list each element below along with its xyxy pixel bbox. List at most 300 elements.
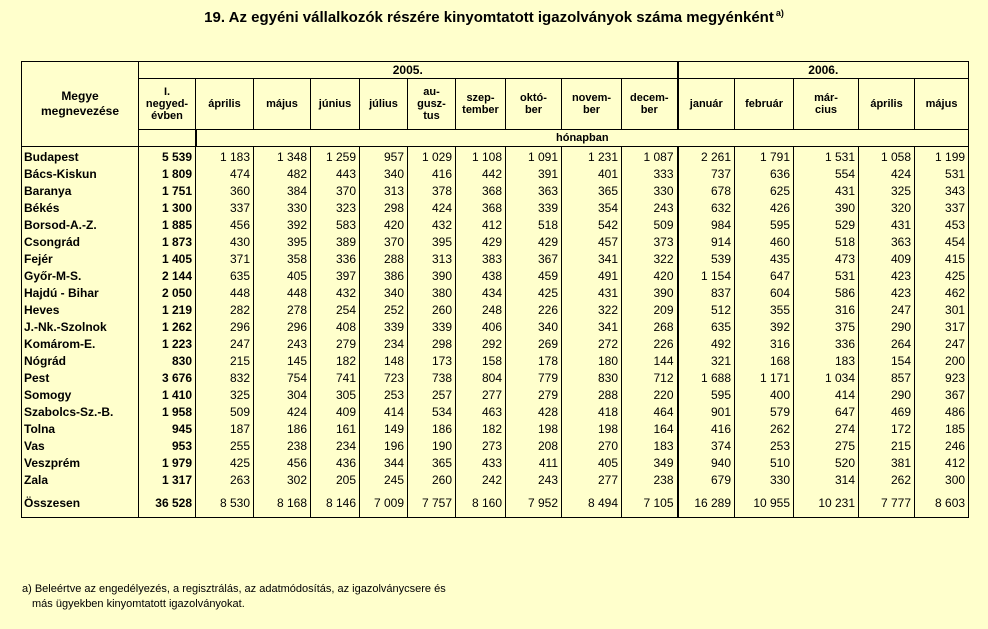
table-cell: 279	[506, 387, 562, 404]
table-cell: 300	[915, 472, 969, 489]
table-cell: 416	[408, 166, 456, 183]
table-cell: 8 146	[311, 489, 360, 518]
table-cell: 424	[859, 166, 915, 183]
county-name: Tolna	[22, 421, 139, 438]
table-cell: 373	[622, 234, 678, 251]
table-cell: 625	[735, 183, 794, 200]
table-cell: 370	[311, 183, 360, 200]
table-cell: 457	[562, 234, 622, 251]
table-cell: 277	[456, 387, 506, 404]
table-cell: 712	[622, 370, 678, 387]
table-cell: 390	[794, 200, 859, 217]
table-cell: 301	[915, 302, 969, 319]
table-cell: 341	[562, 251, 622, 268]
table-cell: 914	[678, 234, 735, 251]
table-cell: 412	[915, 455, 969, 472]
table-cell: 741	[311, 370, 360, 387]
table-cell: 247	[859, 302, 915, 319]
table-cell: 1 979	[139, 455, 196, 472]
title-footnote-mark: a)	[775, 8, 784, 18]
month-header-line: ber	[524, 104, 543, 116]
table-cell: 1 751	[139, 183, 196, 200]
table-cell: 510	[735, 455, 794, 472]
month-header-line: au-	[423, 86, 440, 98]
month-header	[915, 79, 969, 130]
table-cell: 431	[562, 285, 622, 302]
table-cell: 435	[735, 251, 794, 268]
table-cell: 248	[456, 302, 506, 319]
table-cell: 363	[506, 183, 562, 200]
table-cell: 518	[506, 217, 562, 234]
table-cell: 325	[859, 183, 915, 200]
table-cell: 340	[360, 166, 408, 183]
table-cell: 1 259	[311, 147, 360, 167]
county-name: Nógrád	[22, 353, 139, 370]
table-row	[22, 166, 969, 183]
table-cell: 463	[456, 404, 506, 421]
table-cell: 462	[915, 285, 969, 302]
table-cell: 262	[735, 421, 794, 438]
table-cell: 1 317	[139, 472, 196, 489]
month-header	[196, 79, 254, 130]
table-cell: 426	[735, 200, 794, 217]
table-cell: 534	[408, 404, 456, 421]
table-cell: 198	[506, 421, 562, 438]
table-cell: 420	[622, 268, 678, 285]
table-cell: 1 410	[139, 387, 196, 404]
table-cell: 273	[456, 438, 506, 455]
table-cell: 804	[456, 370, 506, 387]
table-cell: 337	[196, 200, 254, 217]
month-header	[859, 79, 915, 130]
month-header	[562, 79, 622, 130]
table-cell: 246	[915, 438, 969, 455]
table-cell: 509	[196, 404, 254, 421]
table-cell: 263	[196, 472, 254, 489]
table-cell: 378	[408, 183, 456, 200]
table-cell: 380	[408, 285, 456, 302]
table-cell: 36 528	[139, 489, 196, 518]
table-cell: 148	[360, 353, 408, 370]
table-cell: 723	[360, 370, 408, 387]
table-cell: 298	[360, 200, 408, 217]
table-row	[22, 251, 969, 268]
table-cell: 433	[456, 455, 506, 472]
table-cell: 923	[915, 370, 969, 387]
table-cell: 405	[562, 455, 622, 472]
table-cell: 857	[859, 370, 915, 387]
table-cell: 245	[360, 472, 408, 489]
table-cell: 473	[794, 251, 859, 268]
table-cell: 389	[311, 234, 360, 251]
table-cell: 296	[196, 319, 254, 336]
table-cell: 414	[360, 404, 408, 421]
table-cell: 1 688	[678, 370, 735, 387]
table-cell: 424	[254, 404, 311, 421]
table-cell: 302	[254, 472, 311, 489]
table-cell: 8 530	[196, 489, 254, 518]
table-cell: 2 144	[139, 268, 196, 285]
table-cell: 459	[506, 268, 562, 285]
county-name: Vas	[22, 438, 139, 455]
table-cell: 431	[859, 217, 915, 234]
month-header-line: negyed-	[145, 98, 189, 110]
table-cell: 7 105	[622, 489, 678, 518]
table-cell: 409	[859, 251, 915, 268]
table-cell: 196	[360, 438, 408, 455]
table-cell: 260	[408, 302, 456, 319]
table-cell: 8 603	[915, 489, 969, 518]
county-name: Pest	[22, 370, 139, 387]
table-cell: 647	[794, 404, 859, 421]
table-cell: 154	[859, 353, 915, 370]
table-cell: 247	[915, 336, 969, 353]
table-cell: 375	[794, 319, 859, 336]
table-cell: 290	[859, 387, 915, 404]
data-table	[21, 61, 969, 518]
month-header-line: tember	[462, 104, 499, 116]
table-cell: 341	[562, 319, 622, 336]
table-cell: 374	[678, 438, 735, 455]
table-row	[22, 302, 969, 319]
month-header	[311, 79, 360, 130]
table-cell: 397	[311, 268, 360, 285]
month-header-line: tus	[423, 110, 440, 122]
table-cell: 255	[196, 438, 254, 455]
table-cell: 158	[456, 353, 506, 370]
table-cell: 278	[254, 302, 311, 319]
table-cell: 1 231	[562, 147, 622, 167]
month-header	[506, 79, 562, 130]
table-cell: 183	[622, 438, 678, 455]
table-cell: 238	[254, 438, 311, 455]
table-cell: 1 219	[139, 302, 196, 319]
title-text: 19. Az egyéni vállalkozók részére kinyomtatott igazolványok száma megyénként	[204, 9, 774, 26]
table-cell: 1 154	[678, 268, 735, 285]
month-header	[456, 79, 506, 130]
table-cell: 474	[196, 166, 254, 183]
table-cell: 5 539	[139, 147, 196, 167]
table-cell: 354	[562, 200, 622, 217]
table-row	[22, 217, 969, 234]
table-cell: 454	[915, 234, 969, 251]
table-cell: 406	[456, 319, 506, 336]
table-cell: 186	[254, 421, 311, 438]
table-cell: 460	[735, 234, 794, 251]
table-cell: 238	[622, 472, 678, 489]
table-cell: 268	[622, 319, 678, 336]
table-cell: 349	[622, 455, 678, 472]
table-cell: 456	[254, 455, 311, 472]
table-cell: 234	[360, 336, 408, 353]
county-name: Borsod-A.-Z.	[22, 217, 139, 234]
table-cell: 186	[408, 421, 456, 438]
table-cell: 1 531	[794, 147, 859, 167]
table-cell: 270	[562, 438, 622, 455]
table-cell: 1 034	[794, 370, 859, 387]
table-row	[22, 200, 969, 217]
table-cell: 323	[311, 200, 360, 217]
table-cell: 554	[794, 166, 859, 183]
table-cell: 431	[794, 183, 859, 200]
month-header-line: május	[925, 98, 958, 110]
table-cell: 830	[139, 353, 196, 370]
table-cell: 209	[622, 302, 678, 319]
table-cell: 420	[360, 217, 408, 234]
table-cell: 464	[622, 404, 678, 421]
table-cell: 529	[794, 217, 859, 234]
county-name: Veszprém	[22, 455, 139, 472]
table-cell: 367	[506, 251, 562, 268]
month-header-line: novem-	[571, 92, 612, 104]
table-cell: 408	[311, 319, 360, 336]
table-cell: 275	[794, 438, 859, 455]
table-cell: 1 262	[139, 319, 196, 336]
table-cell: 7 952	[506, 489, 562, 518]
table-cell: 492	[678, 336, 735, 353]
table-cell: 370	[360, 234, 408, 251]
table-cell: 185	[915, 421, 969, 438]
table-row	[22, 336, 969, 353]
table-cell: 425	[196, 455, 254, 472]
table-row	[22, 285, 969, 302]
table-row	[22, 489, 969, 518]
table-cell: 313	[360, 183, 408, 200]
table-cell: 424	[408, 200, 456, 217]
table-cell: 145	[254, 353, 311, 370]
table-cell: 322	[562, 302, 622, 319]
table-cell: 172	[859, 421, 915, 438]
table-cell: 469	[859, 404, 915, 421]
table-cell: 321	[678, 353, 735, 370]
table-cell: 365	[562, 183, 622, 200]
table-cell: 416	[678, 421, 735, 438]
table-row	[22, 319, 969, 336]
table-cell: 330	[254, 200, 311, 217]
table-cell: 274	[794, 421, 859, 438]
table-cell: 260	[408, 472, 456, 489]
table-cell: 635	[196, 268, 254, 285]
table-cell: 520	[794, 455, 859, 472]
county-name: Fejér	[22, 251, 139, 268]
table-cell: 183	[794, 353, 859, 370]
table-cell: 636	[735, 166, 794, 183]
county-name: Szabolcs-Sz.-B.	[22, 404, 139, 421]
county-name: Békés	[22, 200, 139, 217]
table-cell: 381	[859, 455, 915, 472]
month-header	[408, 79, 456, 130]
table-cell: 208	[506, 438, 562, 455]
table-cell: 363	[859, 234, 915, 251]
table-cell: 298	[408, 336, 456, 353]
table-cell: 957	[360, 147, 408, 167]
table-cell: 390	[408, 268, 456, 285]
table-cell: 198	[562, 421, 622, 438]
table-cell: 518	[794, 234, 859, 251]
table-cell: 358	[254, 251, 311, 268]
table-cell: 316	[794, 302, 859, 319]
table-cell: 277	[562, 472, 622, 489]
table-row	[22, 438, 969, 455]
table-cell: 423	[859, 268, 915, 285]
table-cell: 429	[506, 234, 562, 251]
table-cell: 586	[794, 285, 859, 302]
table-cell: 830	[562, 370, 622, 387]
table-cell: 737	[678, 166, 735, 183]
table-cell: 1 199	[915, 147, 969, 167]
table-cell: 272	[562, 336, 622, 353]
table-cell: 400	[735, 387, 794, 404]
table-row	[22, 421, 969, 438]
table-cell: 395	[408, 234, 456, 251]
table-cell: 343	[915, 183, 969, 200]
table-cell: 438	[456, 268, 506, 285]
month-header	[678, 79, 735, 130]
table-cell: 320	[859, 200, 915, 217]
table-cell: 392	[735, 319, 794, 336]
table-cell: 1 087	[622, 147, 678, 167]
table-cell: 340	[360, 285, 408, 302]
table-cell: 264	[859, 336, 915, 353]
unit-header: hónapban	[196, 130, 969, 147]
table-cell: 279	[311, 336, 360, 353]
table-cell: 390	[622, 285, 678, 302]
table-cell: 754	[254, 370, 311, 387]
table-cell: 453	[915, 217, 969, 234]
table-cell: 168	[735, 353, 794, 370]
table-cell: 226	[622, 336, 678, 353]
table-cell: 16 289	[678, 489, 735, 518]
month-header-line: évben	[151, 110, 183, 122]
table-cell: 1 405	[139, 251, 196, 268]
table-cell: 8 494	[562, 489, 622, 518]
table-cell: 429	[456, 234, 506, 251]
table-row	[22, 404, 969, 421]
table-cell: 344	[360, 455, 408, 472]
empty-unit-cell	[139, 130, 196, 147]
table-cell: 371	[196, 251, 254, 268]
table-cell: 316	[735, 336, 794, 353]
table-cell: 242	[456, 472, 506, 489]
table-cell: 182	[311, 353, 360, 370]
month-header-line: február	[745, 98, 783, 110]
county-name: Hajdú - Bihar	[22, 285, 139, 302]
table-cell: 392	[254, 217, 311, 234]
month-header-line: április	[208, 98, 241, 110]
table-cell: 288	[360, 251, 408, 268]
table-cell: 290	[859, 319, 915, 336]
table-cell: 491	[562, 268, 622, 285]
table-cell: 415	[915, 251, 969, 268]
table-cell: 509	[622, 217, 678, 234]
table-cell: 2 261	[678, 147, 735, 167]
month-header-line: április	[870, 98, 903, 110]
table-cell: 1 029	[408, 147, 456, 167]
table-cell: 333	[622, 166, 678, 183]
table-cell: 837	[678, 285, 735, 302]
table-cell: 436	[311, 455, 360, 472]
table-cell: 8 160	[456, 489, 506, 518]
month-header-line: szep-	[466, 92, 495, 104]
table-cell: 254	[311, 302, 360, 319]
table-cell: 448	[196, 285, 254, 302]
table-cell: 386	[360, 268, 408, 285]
table-cell: 161	[311, 421, 360, 438]
table-row	[22, 387, 969, 404]
month-header-line: ber	[582, 104, 601, 116]
month-header	[360, 79, 408, 130]
table-cell: 173	[408, 353, 456, 370]
table-cell: 257	[408, 387, 456, 404]
table-cell: 443	[311, 166, 360, 183]
table-cell: 1 809	[139, 166, 196, 183]
table-cell: 901	[678, 404, 735, 421]
table-cell: 418	[562, 404, 622, 421]
table-cell: 180	[562, 353, 622, 370]
table-cell: 262	[859, 472, 915, 489]
table-cell: 539	[678, 251, 735, 268]
table-cell: 226	[506, 302, 562, 319]
table-cell: 409	[311, 404, 360, 421]
month-header-line: gusz-	[417, 98, 446, 110]
table-cell: 428	[506, 404, 562, 421]
table-cell: 1 171	[735, 370, 794, 387]
table-cell: 647	[735, 268, 794, 285]
table-cell: 1 348	[254, 147, 311, 167]
county-name: Somogy	[22, 387, 139, 404]
month-header-line: decem-	[630, 92, 669, 104]
table-cell: 391	[506, 166, 562, 183]
county-name: J.-Nk.-Szolnok	[22, 319, 139, 336]
year-2005-header: 2005.	[139, 62, 678, 79]
month-header-line: június	[318, 98, 352, 110]
month-header-line: cius	[815, 104, 838, 116]
table-cell: 442	[456, 166, 506, 183]
table-cell: 425	[506, 285, 562, 302]
table-cell: 432	[408, 217, 456, 234]
table-cell: 678	[678, 183, 735, 200]
table-cell: 7 757	[408, 489, 456, 518]
table-cell: 247	[196, 336, 254, 353]
table-cell: 595	[735, 217, 794, 234]
month-header-line: május	[266, 98, 298, 110]
month-header	[622, 79, 678, 130]
table-cell: 632	[678, 200, 735, 217]
table-cell: 3 676	[139, 370, 196, 387]
table-cell: 635	[678, 319, 735, 336]
month-header	[254, 79, 311, 130]
month-header-line: ber	[640, 104, 658, 116]
table-row	[22, 455, 969, 472]
table-cell: 182	[456, 421, 506, 438]
table-cell: 339	[360, 319, 408, 336]
table-cell: 953	[139, 438, 196, 455]
county-name: Csongrád	[22, 234, 139, 251]
table-cell: 368	[456, 183, 506, 200]
table-cell: 365	[408, 455, 456, 472]
table-cell: 486	[915, 404, 969, 421]
table-cell: 1 091	[506, 147, 562, 167]
table-cell: 430	[196, 234, 254, 251]
table-cell: 945	[139, 421, 196, 438]
county-column-header	[22, 62, 139, 147]
month-header	[794, 79, 859, 130]
table-cell: 679	[678, 472, 735, 489]
table-cell: 253	[735, 438, 794, 455]
footnote-line: más ügyekben kinyomtatott igazolványokat.	[32, 598, 245, 610]
table-cell: 1 183	[196, 147, 254, 167]
table-cell: 215	[196, 353, 254, 370]
